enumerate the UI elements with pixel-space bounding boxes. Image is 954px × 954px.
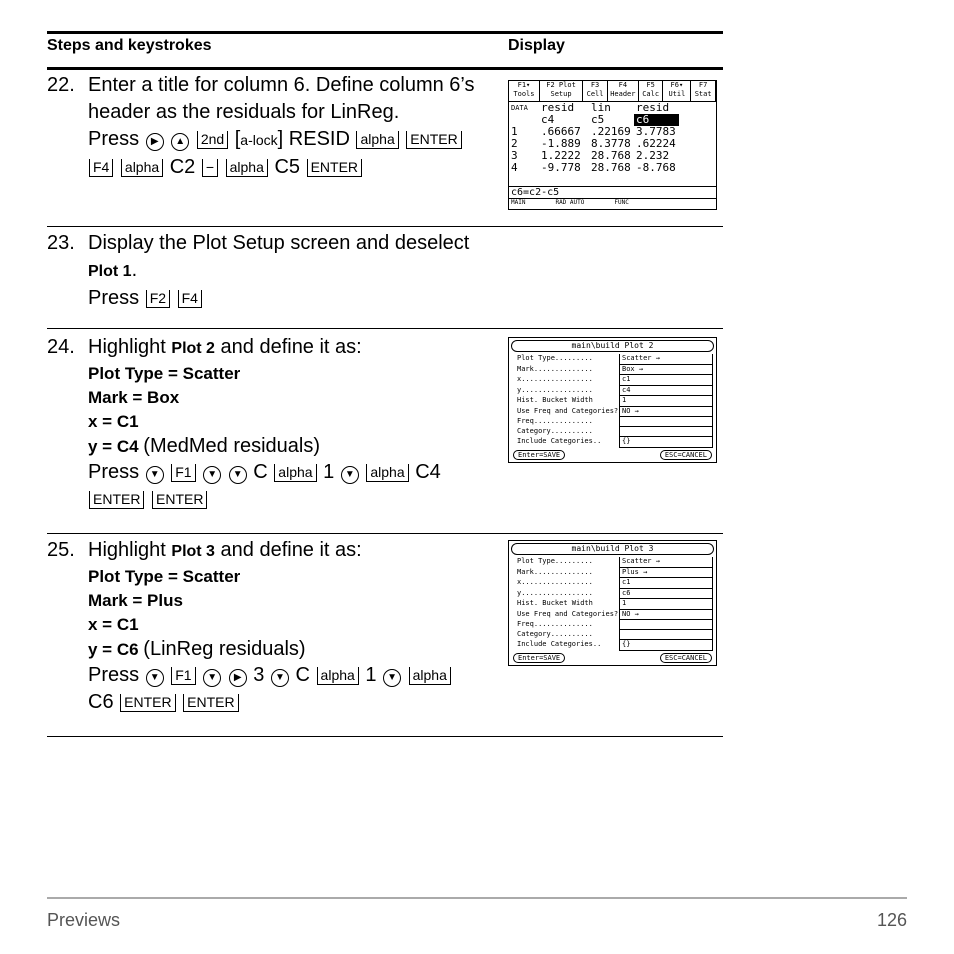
dialog-row [509,354,716,365]
row-divider [47,736,723,737]
toolbar-item: F5 Calc [639,81,664,101]
field-value: NO → [619,407,713,418]
field-label: Freq.............. [517,620,593,628]
dialog-title: main\build Plot 2 [511,340,714,352]
header-top-rule [47,31,723,34]
cell: 3.7783 [636,125,676,138]
down-arrow-icon: ▼ [341,466,359,484]
definition-list [88,362,487,459]
step-number: 24. [47,336,75,358]
empty-cell [679,138,716,150]
field-value: c1 [619,375,713,386]
press-label: Press [88,461,140,483]
row-num: 3 [511,149,518,162]
field-value: Plus → [619,568,713,579]
def-plot-type: Plot Type = Scatter [88,567,241,586]
dialog-row [509,407,716,418]
text-1: 1 [365,664,377,686]
field-label: Use Freq and Categories? [517,609,619,618]
field-value [619,630,713,640]
right-arrow-icon: ▶ [146,133,164,151]
cell: .62224 [636,137,676,150]
cell: 8.3778 [591,137,631,150]
header-steps: Steps and keystrokes [47,37,212,54]
status-angle: RAD AUTO [555,199,585,206]
step-text-c: and define it as: [220,336,362,358]
empty-cell [679,126,716,138]
right-arrow-icon: ▶ [229,669,247,687]
cell: 28.768 [591,149,631,162]
field-label: Include Categories.. [517,437,602,445]
row-num: 2 [511,137,518,150]
press-label: Press [88,128,140,150]
field-value: Scatter → [619,557,713,568]
calculator-screen-plot2-dialog [508,337,717,463]
row-divider [47,533,723,534]
step-text [88,334,487,362]
status-bar [509,198,716,206]
def-x: x = C1 [88,615,139,634]
header-cell-selected: c6 [634,114,679,126]
plot-name: Plot 3 [171,543,215,560]
cell: -8.768 [636,161,676,174]
dialog-row [509,620,716,630]
header-bottom-rule [47,67,723,70]
def-mark: Mark = Plus [88,591,183,610]
def-y: y = C6 [88,640,139,659]
field-value [619,427,713,437]
data-label: DATA [511,104,528,112]
plot-name: Plot 1 [88,263,132,280]
dialog-row [509,365,716,376]
dialog-row [509,578,716,589]
field-value: c6 [619,589,713,600]
field-label: Use Freq and Categories? [517,406,619,415]
save-button: Enter=SAVE [513,450,565,460]
step-text-c: . [131,259,138,281]
key-alpha: alpha [226,159,268,177]
field-value: Box → [619,365,713,376]
text-c5: C5 [274,156,301,178]
status-graph: FUNC [614,199,629,206]
definition-list [88,565,487,662]
def-mark: Mark = Box [88,388,180,407]
field-label: x................. [517,578,593,586]
toolbar-item: F3 Cell [583,81,608,101]
key-alpha: alpha [356,131,398,149]
down-arrow-icon: ▼ [146,669,164,687]
row-num: 4 [511,161,518,174]
field-value: 1 [619,599,713,610]
def-y-row [88,637,487,662]
field-label: y................. [517,588,593,597]
def-plot-type: Plot Type = Scatter [88,364,241,383]
key-alpha: alpha [274,464,316,482]
key-f2: F2 [146,290,170,308]
field-label: x................. [517,375,593,383]
key-alpha: alpha [366,464,408,482]
key-minus: − [202,159,218,177]
cell: 28.768 [591,161,631,174]
cell: 2.232 [636,149,670,162]
row-divider [47,226,723,227]
field-label: Hist. Bucket Width [517,599,593,607]
field-label: Mark.............. [517,364,593,373]
empty-cell [679,102,716,114]
text-c: C [295,664,310,686]
field-value: {} [619,640,713,651]
field-label: Plot Type......... [517,354,593,362]
toolbar-item: F7 Stat [691,81,716,101]
footer-section: Previews [47,910,121,930]
toolbar-item: F1▾ Tools [509,81,540,101]
text-c6: C6 [88,691,114,713]
data-grid [509,102,716,174]
field-label: Mark.............. [517,567,593,576]
press-label: Press [88,287,140,309]
text-c: C [253,461,268,483]
text-1: 1 [323,461,335,483]
entry-line: c6=c2-c5 [509,186,716,198]
down-arrow-icon: ▼ [229,466,247,484]
dialog-row [509,599,716,610]
title-cell: lin [591,101,611,114]
keystrokes [88,459,487,513]
page-number: 126 [876,910,907,930]
key-alpha: alpha [317,667,359,685]
def-y-note: (LinReg residuals) [143,638,306,660]
step-text-c: and define it as: [220,539,362,561]
text-c2: C2 [169,156,196,178]
key-f4: F4 [89,159,113,177]
toolbar-item: F6▾ Util [663,81,691,101]
calculator-screen-plot3-dialog [508,540,717,666]
header-cell: c5 [591,113,605,126]
dialog-row [509,375,716,386]
key-enter: ENTER [120,694,175,712]
empty-cell [679,114,716,126]
field-label: Hist. Bucket Width [517,396,593,404]
def-y-note: (MedMed residuals) [143,435,321,457]
keystrokes [88,662,487,716]
dialog-row [509,386,716,397]
empty-cell [679,150,716,162]
key-resid: RESID [288,128,350,150]
step-number: 25. [47,539,75,561]
dialog-row [509,557,716,568]
step-text [88,537,487,565]
dialog-row [509,568,716,579]
key-2nd: 2nd [197,131,228,149]
keystrokes: Press ▶ ▲ 2nd [a-lock] RESID alpha ENTER F4 alpha C2 − alpha C5 ENTER [88,126,487,181]
header-display: Display [508,37,565,54]
field-value: Scatter → [619,354,713,365]
toolbar-item: F2 Plot Setup [540,81,583,101]
field-value: c1 [619,578,713,589]
key-alpha: alpha [121,159,163,177]
dialog-row [509,640,716,651]
key-f1: F1 [171,464,195,482]
text-c4: C4 [415,461,441,483]
key-enter: ENTER [183,694,238,712]
title-cell: resid [541,101,575,114]
step-23 [47,230,487,312]
empty-cell [679,162,716,174]
dialog-row [509,417,716,427]
footer-rule [47,897,907,899]
step-text-a: Display the Plot Setup screen and deselect [88,232,470,254]
row-num: 1 [511,125,518,138]
step-25 [47,537,487,716]
dialog-row [509,427,716,437]
text-3: 3 [253,664,265,686]
step-text: Enter a title for column 6. Define column 6’s header as the residuals for LinReg. [88,74,475,123]
toolbar-item: F4 Header [608,81,639,101]
toolbar [509,81,716,102]
def-y-row [88,434,487,459]
field-label: Freq.............. [517,417,593,425]
field-value: c4 [619,386,713,397]
cancel-button: ESC=CANCEL [660,653,712,663]
key-a-lock: a-lock [240,132,278,148]
dialog-title: main\build Plot 3 [511,543,714,555]
down-arrow-icon: ▼ [383,669,401,687]
calculator-screen-data-matrix [508,80,717,210]
key-f4: F4 [178,290,202,308]
cancel-button: ESC=CANCEL [660,450,712,460]
key-enter: ENTER [307,159,362,177]
key-enter: ENTER [89,491,144,509]
up-arrow-icon: ▲ [171,133,189,151]
cell: .66667 [541,125,581,138]
down-arrow-icon: ▼ [203,466,221,484]
cell: -9.778 [541,161,581,174]
field-label: y................. [517,385,593,394]
def-y: y = C4 [88,437,139,456]
step-text [88,230,487,285]
title-cell: resid [636,101,670,114]
down-arrow-icon: ▼ [271,669,289,687]
key-alpha: alpha [409,667,451,685]
field-value [619,417,713,427]
field-label: Category.......... [517,630,593,638]
press-label: Press [88,664,140,686]
header-cell: c4 [541,113,555,126]
keystrokes [88,285,487,312]
field-value [619,620,713,630]
step-number: 23. [47,232,75,254]
dialog-row [509,437,716,448]
cell: 1.2222 [541,149,581,162]
dialog-buttons [509,448,716,462]
field-label: Include Categories.. [517,640,602,648]
cell: -1.889 [541,137,581,150]
cell: .22169 [591,125,631,138]
row-divider [47,328,723,329]
plot-name: Plot 2 [171,340,215,357]
status-mode: MAIN [511,199,526,206]
down-arrow-icon: ▼ [203,669,221,687]
step-text-a: Highlight [88,539,166,561]
step-24 [47,334,487,513]
step-text-a: Highlight [88,336,166,358]
field-value: 1 [619,396,713,407]
key-enter: ENTER [152,491,207,509]
down-arrow-icon: ▼ [146,466,164,484]
save-button: Enter=SAVE [513,653,565,663]
field-value: {} [619,437,713,448]
field-value: NO → [619,610,713,621]
step-22 [47,72,487,181]
dialog-row [509,610,716,621]
field-label: Category.......... [517,427,593,435]
dialog-row [509,589,716,600]
dialog-buttons [509,651,716,665]
key-enter: ENTER [406,131,461,149]
field-label: Plot Type......... [517,557,593,565]
step-number: 22. [47,74,75,96]
dialog-row [509,396,716,407]
def-x: x = C1 [88,412,139,431]
dialog-row [509,630,716,640]
key-f1: F1 [171,667,195,685]
